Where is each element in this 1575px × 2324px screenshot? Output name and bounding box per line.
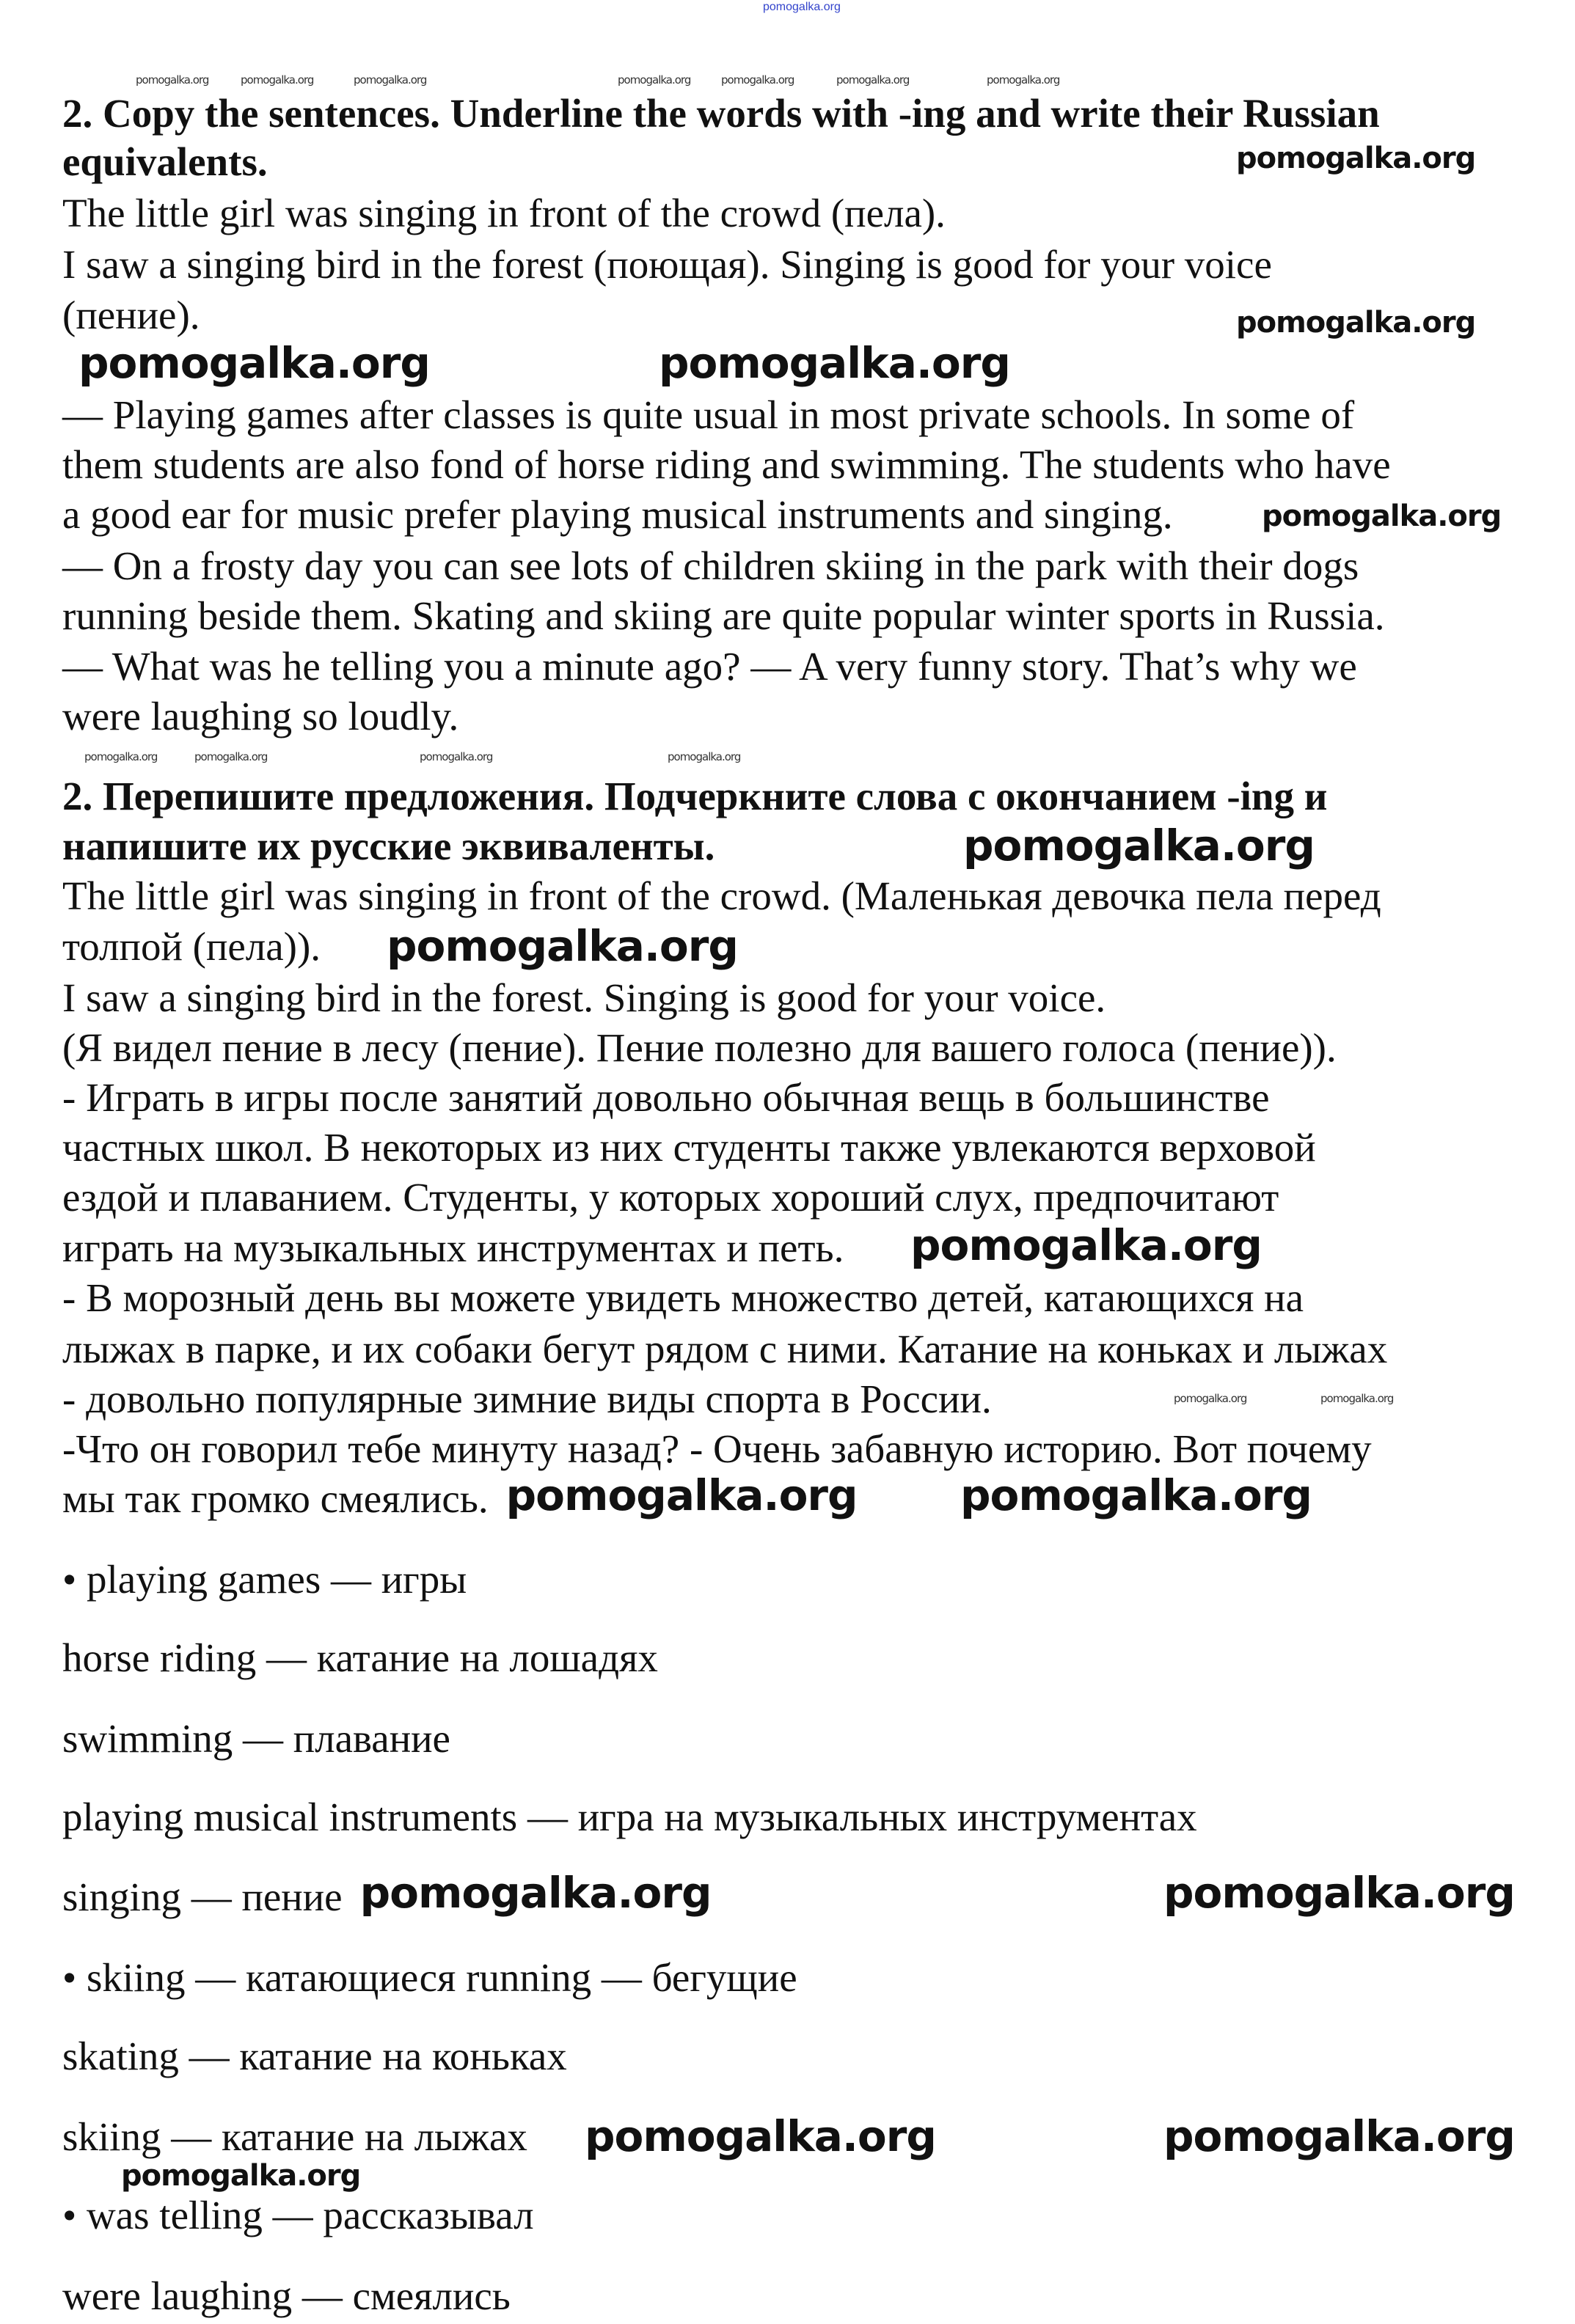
text-line: The little girl was singing in front of the crowd. (Маленькая девочка пела перед: [62, 873, 1381, 918]
watermark: pomogalka.org: [987, 73, 1060, 87]
vocab-item: horse riding — катание на лошадях: [62, 1635, 658, 1680]
watermark: pomogalka.org: [910, 1220, 1262, 1270]
watermark: pomogalka.org: [241, 73, 314, 87]
watermark: pomogalka.org: [963, 821, 1315, 870]
watermark: pomogalka.org: [505, 1470, 858, 1520]
text-line: мы так громко смеялись.: [62, 1476, 489, 1521]
watermark: pomogalka.org: [836, 73, 910, 87]
watermark: pomogalka.org: [78, 338, 430, 388]
english-task-title: equivalents.: [62, 139, 268, 184]
text-line: a good ear for music prefer playing musical instruments and singing.: [62, 492, 1173, 537]
text-line: -Что он говорил тебе минуту назад? - Очень забавную историю. Вот почему: [62, 1426, 1372, 1471]
text-line: частных школ. В некоторых из них студенты также увлекаются верховой: [62, 1125, 1316, 1170]
text-line: играть на музыкальных инструментах и петь.: [62, 1225, 844, 1270]
vocab-item: • was telling — рассказывал: [62, 2193, 534, 2237]
watermark: pomogalka.org: [121, 2159, 361, 2193]
watermark: pomogalka.org: [354, 73, 427, 87]
vocab-item: skiing — катание на лыжах: [62, 2114, 527, 2159]
text-line: them students are also fond of horse riding and swimming. The students who have: [62, 442, 1391, 487]
watermark: pomogalka.org: [960, 1470, 1312, 1520]
russian-task-title: 2. Перепишите предложения. Подчеркните слова с окончанием -ing и: [62, 774, 1328, 818]
text-line: толпой (пела)).: [62, 924, 321, 969]
header-watermark: pomogalka.org: [763, 1, 841, 13]
watermark: pomogalka.org: [1262, 499, 1502, 533]
text-line: — On a frosty day you can see lots of children skiing in the park with their dogs: [62, 543, 1359, 588]
watermark: pomogalka.org: [1163, 2111, 1515, 2161]
text-line: (пение).: [62, 293, 200, 337]
english-task-title: 2. Copy the sentences. Underline the words with -ing and write their Russian: [62, 91, 1380, 136]
text-line: лыжах в парке, и их собаки бегут рядом с ними. Катание на коньках и лыжах: [62, 1327, 1388, 1371]
russian-task-title: напишите их русские эквиваленты.: [62, 824, 715, 868]
watermark: pomogalka.org: [1320, 1392, 1394, 1405]
watermark: pomogalka.org: [721, 73, 794, 87]
vocab-item: • playing games — игры: [62, 1557, 467, 1602]
text-line: — Playing games after classes is quite usual in most private schools. In some of: [62, 392, 1355, 437]
text-line: (Я видел пение в лесу (пение). Пение полезно для вашего голоса (пение)).: [62, 1025, 1337, 1070]
watermark: pomogalka.org: [659, 338, 1010, 388]
vocab-item: skating — катание на коньках: [62, 2034, 567, 2078]
watermark: pomogalka.org: [618, 73, 691, 87]
watermark: pomogalka.org: [1174, 1392, 1247, 1405]
watermark: pomogalka.org: [387, 921, 738, 971]
watermark: pomogalka.org: [1163, 1868, 1515, 1918]
watermark: pomogalka.org: [668, 750, 741, 763]
vocab-item: were laughing — смеялись: [62, 2273, 511, 2318]
watermark: pomogalka.org: [1236, 306, 1476, 340]
watermark: pomogalka.org: [585, 2111, 936, 2161]
vocab-item: • skiing — катающиеся running — бегущие: [62, 1955, 797, 2000]
text-line: — What was he telling you a minute ago? — A very funny story. That’s why we: [62, 644, 1357, 689]
watermark: pomogalka.org: [1236, 142, 1476, 175]
vocab-item: swimming — плавание: [62, 1716, 450, 1761]
vocab-item: playing musical instruments — игра на музыкальных инструментах: [62, 1795, 1197, 1839]
text-line: - В морозный день вы можете увидеть множество детей, катающихся на: [62, 1275, 1304, 1320]
watermark: pomogalka.org: [136, 73, 209, 87]
watermark: pomogalka.org: [194, 750, 268, 763]
vocab-item: singing — пение: [62, 1874, 343, 1919]
text-line: running beside them. Skating and skiing are quite popular winter sports in Russia.: [62, 593, 1385, 638]
text-line: - довольно популярные зимние виды спорта в России.: [62, 1377, 992, 1421]
text-line: ездой и плаванием. Студенты, у которых хороший слух, предпочитают: [62, 1175, 1279, 1220]
text-line: I saw a singing bird in the forest. Singing is good for your voice.: [62, 975, 1106, 1020]
text-line: I saw a singing bird in the forest (поющая). Singing is good for your voice: [62, 242, 1272, 287]
text-line: were laughing so loudly.: [62, 694, 459, 738]
watermark: pomogalka.org: [420, 750, 493, 763]
watermark: pomogalka.org: [359, 1868, 712, 1918]
text-line: The little girl was singing in front of the crowd (пела).: [62, 191, 946, 235]
text-line: - Играть в игры после занятий довольно обычная вещь в большинстве: [62, 1075, 1270, 1120]
watermark: pomogalka.org: [84, 750, 158, 763]
